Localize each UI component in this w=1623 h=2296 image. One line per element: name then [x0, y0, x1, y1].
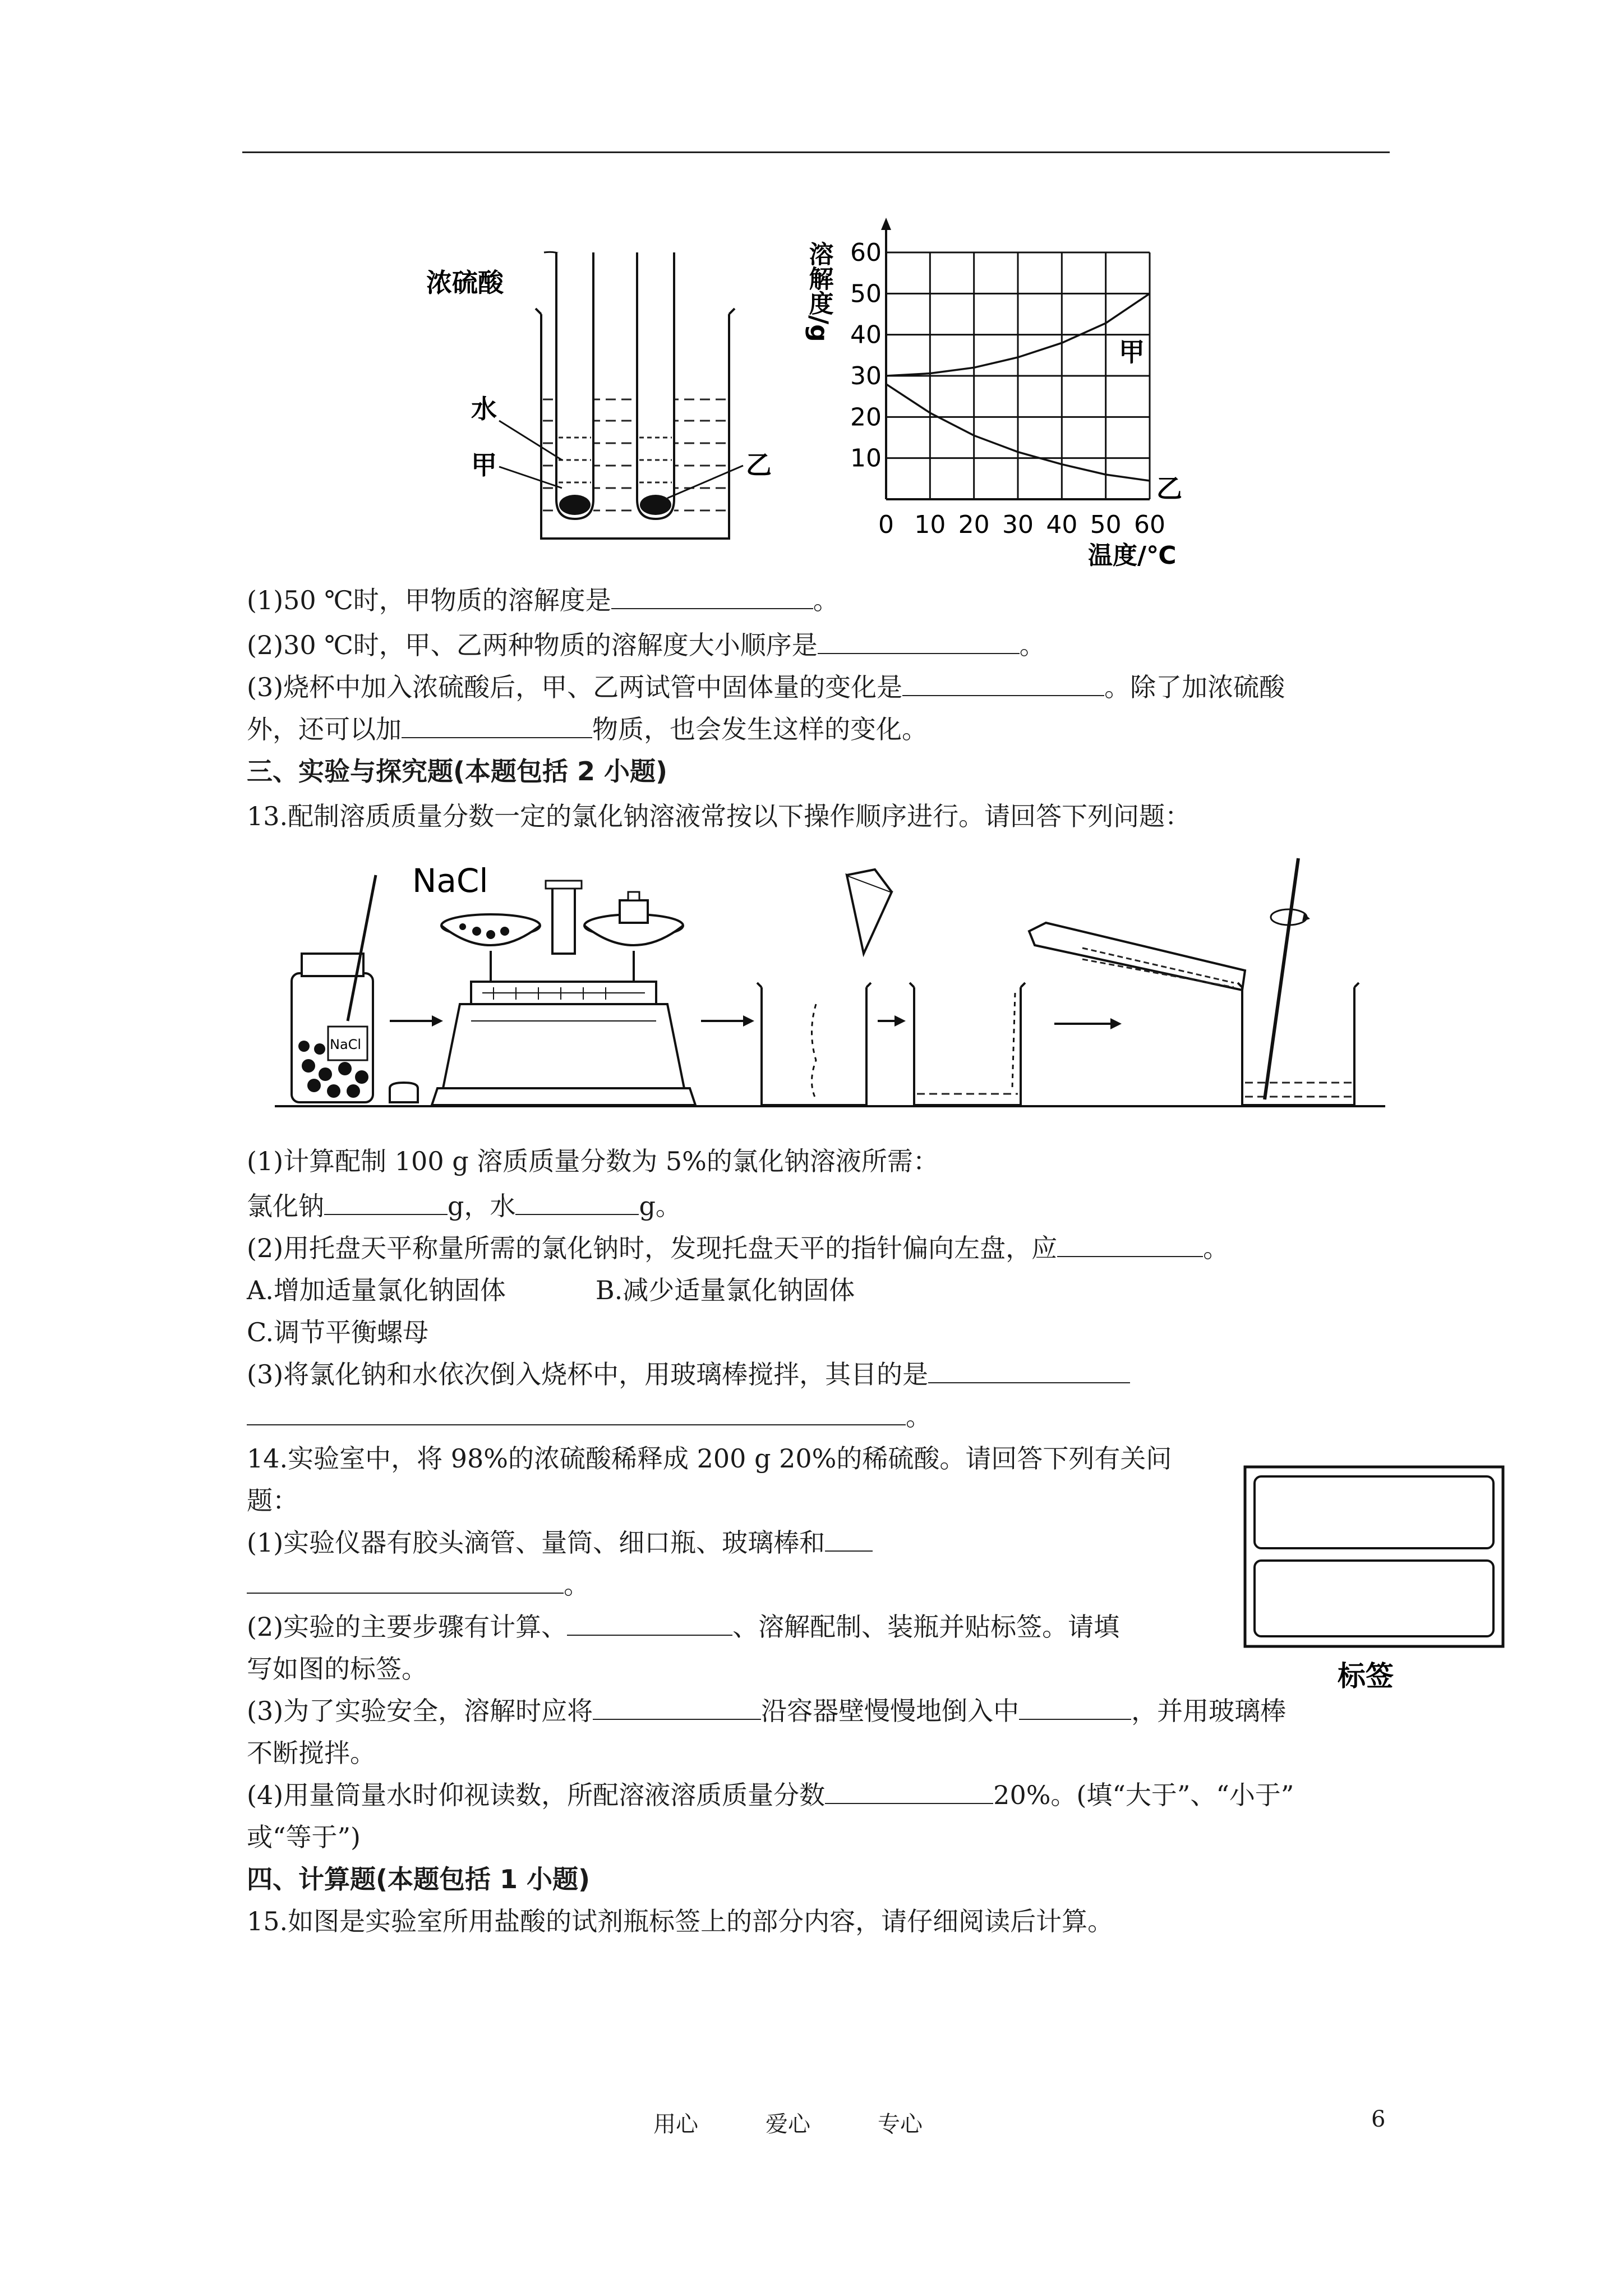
- label-blank-bottom[interactable]: [1255, 1561, 1493, 1636]
- q13-options-ab: [247, 1273, 855, 1307]
- q14-intro-line2: 题：: [247, 1485, 298, 1516]
- label-jia: 甲: [471, 450, 497, 480]
- x-tick-label: 20: [958, 510, 990, 539]
- series-label-jia: 甲: [1119, 337, 1145, 367]
- answer-blank[interactable]: [818, 628, 1020, 654]
- q14-part3-line2: 不断搅拌。: [247, 1738, 376, 1768]
- label-caption: 标签: [1338, 1660, 1394, 1692]
- answer-blank[interactable]: [1019, 1694, 1131, 1720]
- q14-part2-line2: 写如图的标签。: [247, 1654, 427, 1684]
- nacl-mass-blank[interactable]: [324, 1189, 448, 1215]
- jar-label: NaCl: [330, 1037, 362, 1052]
- q14-part2-line1: (2)实验的主要步骤有计算、 、溶解配制、装瓶并贴标签。请填: [247, 1610, 1119, 1644]
- q15-text: 15.如图是实验室所用盐酸的试剂瓶标签上的部分内容，请仔细阅读后计算。: [247, 1906, 1114, 1936]
- q12-part1: (1)50 ℃时，甲物质的溶解度是 。: [247, 583, 839, 617]
- x-tick-label: 0: [878, 510, 894, 539]
- answer-blank[interactable]: [902, 670, 1104, 696]
- q14-intro-line1: 14.实验室中，将 98%的浓硫酸稀释成 200 g 20%的稀硫酸。请回答下列有关问: [247, 1443, 1172, 1474]
- option-b: B.减少适量氯化钠固体: [595, 1275, 855, 1305]
- chart-ylabel: 溶解度/g: [804, 241, 833, 342]
- q12-part3-line1: (3)烧杯中加入浓硫酸后，甲、乙两试管中固体量的变化是 。除了加浓硫酸: [247, 670, 1285, 704]
- answer-blank[interactable]: [825, 1526, 873, 1552]
- q13-part1-blanks: 氯化钠 g，水 g。: [247, 1189, 681, 1223]
- tray-balance: [412, 862, 695, 1105]
- arrow-icon: [1054, 1018, 1122, 1029]
- q12-part2: (2)30 ℃时，甲、乙两种物质的溶解度大小顺序是 。: [247, 628, 1045, 662]
- label-figure: [1242, 1464, 1511, 1711]
- test-tube-yi: [637, 252, 674, 533]
- jar-stopper: [390, 1083, 418, 1102]
- arrow-icon: [878, 1015, 906, 1027]
- y-tick-label: 10: [850, 444, 882, 473]
- answer-blank[interactable]: [593, 1694, 761, 1720]
- q12-part3-line2: 外，还可以加 物质，也会发生这样的变化。: [247, 712, 928, 746]
- footer-motto-3: 专心: [878, 2111, 923, 2137]
- q13-part3-cont: 。: [247, 1400, 932, 1433]
- option-a: A.增加适量氯化钠固体: [247, 1275, 506, 1305]
- graduated-cylinder: [1029, 923, 1245, 990]
- q14-part3-line1: (3)为了实验安全，溶解时应将 沿容器壁慢慢地倒入中 ，并用玻璃棒: [247, 1694, 1286, 1728]
- answer-blank[interactable]: [825, 1778, 993, 1804]
- answer-blank[interactable]: [928, 1358, 1130, 1383]
- y-tick-label: 40: [850, 320, 882, 349]
- label-blank-top[interactable]: [1255, 1476, 1493, 1548]
- page-number: 6: [1371, 2106, 1386, 2132]
- nacl-reagent-jar: [292, 875, 376, 1102]
- x-tick-label: 30: [1002, 510, 1034, 539]
- answer-blank[interactable]: [611, 583, 813, 609]
- water-mass-blank[interactable]: [515, 1189, 639, 1215]
- answer-blank[interactable]: [402, 712, 592, 738]
- q14-part4-line1: (4)用量筒量水时仰视读数，所配溶液溶质质量分数 20%。(填“大于”、“小于”: [247, 1778, 1294, 1812]
- x-tick-label: 10: [914, 510, 946, 539]
- section-3-heading: 三、实验与探究题(本题包括 2 小题): [247, 756, 668, 786]
- beaker-stirring: [1238, 858, 1359, 1105]
- x-tick-label: 40: [1046, 510, 1078, 539]
- beaker-with-nacl: [910, 983, 1025, 1105]
- beaker-with-solid: [757, 869, 892, 1105]
- footer-motto-2: 爱心: [766, 2111, 810, 2137]
- q13-part1: (1)计算配制 100 g 溶质质量分数为 5%的氯化钠溶液所需：: [247, 1146, 939, 1176]
- x-tick-label: 60: [1134, 510, 1165, 539]
- arrow-icon: [390, 1015, 443, 1027]
- label-water: 水: [471, 394, 497, 424]
- chart-xlabel: 温度/℃: [1088, 541, 1177, 570]
- balance-nacl-label: NaCl: [412, 862, 488, 900]
- label-concentrated-sulfuric-acid: 浓硫酸: [426, 268, 504, 298]
- q14-part1-cont: 。: [247, 1568, 589, 1602]
- footer-motto-1: 用心: [653, 2111, 698, 2137]
- section-4-heading: 四、计算题(本题包括 1 小题): [247, 1864, 591, 1894]
- x-tick-label: 50: [1090, 510, 1122, 539]
- y-tick-label: 50: [850, 279, 882, 309]
- q14-part4-line2: 或“等于”): [247, 1822, 361, 1852]
- label-yi: 乙: [746, 450, 772, 480]
- y-tick-label: 20: [850, 403, 882, 432]
- test-tube-jia: [556, 252, 593, 533]
- nacl-preparation-figure: [269, 853, 1391, 1122]
- q13-part2: (2)用托盘天平称量所需的氯化钠时，发现托盘天平的指针偏向左盘，应 。: [247, 1231, 1229, 1265]
- beaker-test-tubes-figure: [415, 224, 796, 550]
- answer-blank[interactable]: [1057, 1231, 1203, 1257]
- answer-blank[interactable]: [247, 1568, 564, 1594]
- y-tick-label: 30: [850, 362, 882, 390]
- header-rule: [242, 151, 1390, 153]
- answer-blank[interactable]: [567, 1610, 732, 1636]
- series-label-yi: 乙: [1156, 473, 1182, 504]
- q13-intro: 13.配制溶质质量分数一定的氯化钠溶液常按以下操作顺序进行。请回答下列问题：: [247, 801, 1191, 831]
- option-c: C.调节平衡螺母: [247, 1317, 429, 1347]
- solubility-chart: [804, 208, 1211, 578]
- answer-blank[interactable]: [247, 1400, 906, 1425]
- arrow-icon: [701, 1015, 754, 1027]
- y-tick-label: 60: [850, 238, 882, 267]
- q14-part1: (1)实验仪器有胶头滴管、量筒、细口瓶、玻璃棒和: [247, 1526, 873, 1559]
- q13-part3: (3)将氯化钠和水依次倒入烧杯中，用玻璃棒搅拌，其目的是: [247, 1358, 1130, 1391]
- y-axis-arrow: [881, 218, 891, 230]
